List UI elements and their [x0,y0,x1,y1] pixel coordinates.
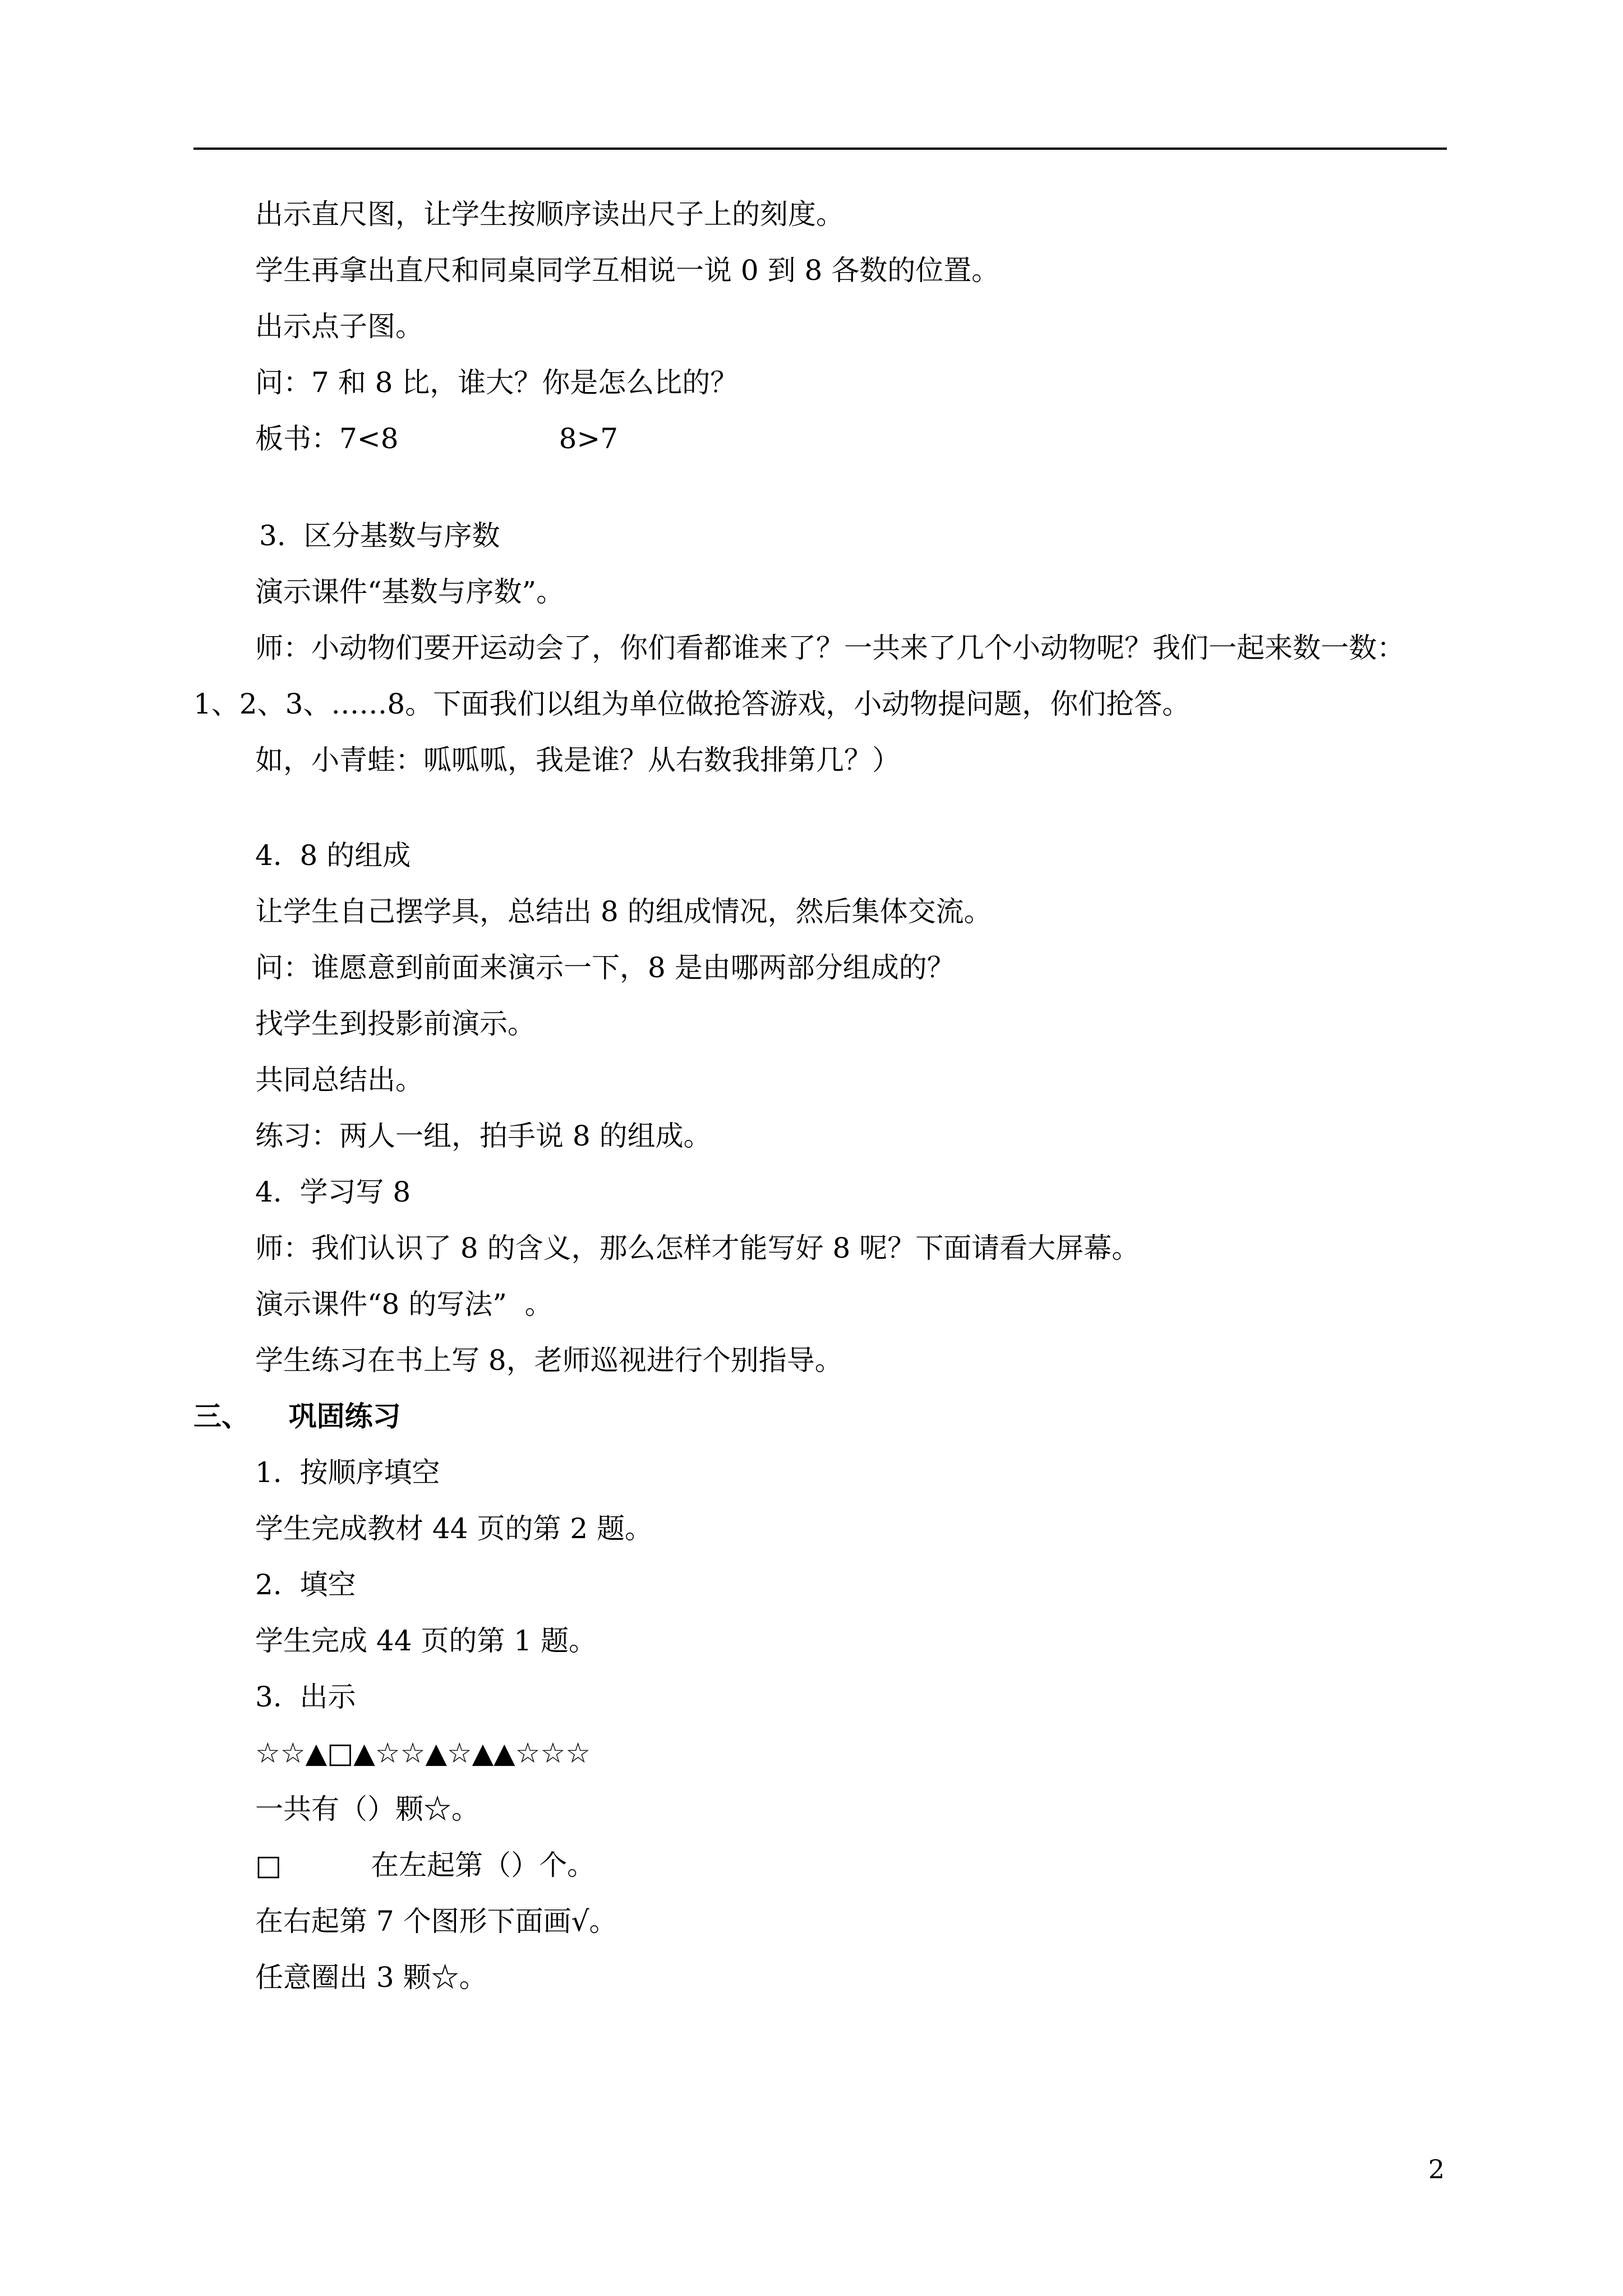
text-line: 师：我们认识了 8 的含义，那么怎样才能写好 8 呢？下面请看大屏幕。 [255,1232,1140,1264]
text-line: 练习：两人一组，拍手说 8 的组成。 [255,1120,712,1152]
part-heading: 三、 巩固练习 [193,1400,401,1433]
text-line: 如，小青蛙：呱呱呱，我是谁？从右数我排第几？） [255,744,900,776]
section-heading: 2. 填空 [255,1568,356,1601]
text-line: 板书：7<8 8>7 [255,422,619,455]
text-line: 1、2、3、……8。下面我们以组为单位做抢答游戏，小动物提问题，你们抢答。 [193,688,1191,720]
text-line: □ 在左起第（）个。 [255,1849,596,1881]
text-line: 学生练习在书上写 8，老师巡视进行个别指导。 [255,1344,843,1377]
text-line: 出示点子图。 [255,310,423,343]
text-line: 出示直尺图，让学生按顺序读出尺子上的刻度。 [255,198,844,231]
text-line: 在右起第 7 个图形下面画√。 [255,1905,617,1938]
text-line: 共同总结出。 [255,1064,423,1096]
text-line: 找学生到投影前演示。 [255,1007,536,1040]
shape-sequence: ☆☆▲□▲☆☆▲☆▲▲☆☆☆ [255,1737,591,1769]
text-line: 学生完成教材 44 页的第 2 题。 [255,1512,653,1545]
text-line: 演示课件“8 的写法” 。 [255,1288,553,1320]
section-heading: 4. 学习写 8 [255,1176,411,1208]
text-line: 师：小动物们要开运动会了，你们看都谁来了？一共来了几个小动物呢？我们一起来数一数： [255,632,1405,664]
text-line: 演示课件“基数与序数”。 [255,576,565,608]
text-line: 任意圈出 3 颗☆。 [255,1961,487,1994]
text-line: 学生完成 44 页的第 1 题。 [255,1625,597,1657]
section-heading: 4. 8 的组成 [255,839,411,872]
page-number: 2 [1428,2154,1445,2184]
text-line: 问：7 和 8 比，谁大？你是怎么比的？ [255,366,739,399]
text-line: 让学生自己摆学具，总结出 8 的组成情况，然后集体交流。 [255,895,992,928]
section-heading: 1. 按顺序填空 [255,1456,440,1489]
header-rule [193,148,1447,150]
section-heading: 3. 出示 [255,1681,356,1713]
text-line: 一共有（）颗☆。 [255,1793,479,1825]
section-heading: 3. 区分基数与序数 [259,519,500,552]
text-line: 问：谁愿意到前面来演示一下，8 是由哪两部分组成的？ [255,951,955,984]
text-line: 学生再拿出直尺和同桌同学互相说一说 0 到 8 各数的位置。 [255,254,1000,287]
